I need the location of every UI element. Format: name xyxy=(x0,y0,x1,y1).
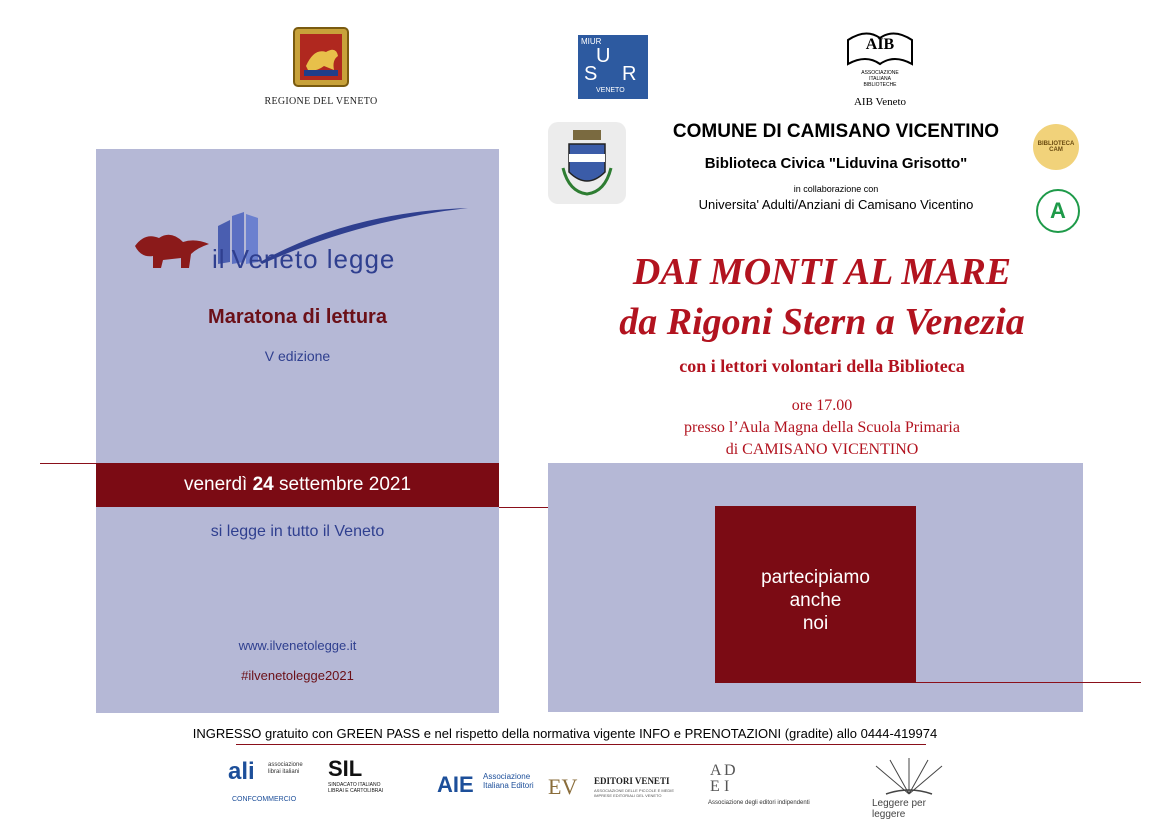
ali-sub: associazione librai italiani xyxy=(268,762,303,775)
biblioteca-badge-text: BIBLIOTECA CAM xyxy=(1037,141,1075,153)
leggere-logo xyxy=(862,758,956,820)
maratona-title: Maratona di lettura xyxy=(208,306,387,328)
ali-mark: ali xyxy=(228,758,255,785)
adei-caption: Associazione degli editori indipendenti xyxy=(708,800,810,806)
aib-logo xyxy=(838,28,922,112)
adei-logo xyxy=(708,762,818,808)
editori-veneti-logo xyxy=(548,774,688,804)
ausl-letter: A xyxy=(1050,198,1066,223)
event-town: di CAMISANO VICENTINO xyxy=(725,441,919,458)
participate-line-2: anche xyxy=(789,590,842,611)
coat-of-arms-icon xyxy=(559,128,615,198)
readers-line: con i lettori volontari della Biblioteca xyxy=(679,356,965,376)
event-venue: presso l’Aula Magna della Scuola Primaria xyxy=(684,419,960,436)
book-rays-icon xyxy=(866,758,952,798)
website-url: www.ilvenetolegge.it xyxy=(238,638,357,653)
hashtag: #ilvenetolegge2021 xyxy=(241,668,354,683)
university-text: Universita' Adulti/Anziani di Camisano Vicentino xyxy=(698,197,974,212)
usr-small-label: VENETO xyxy=(596,87,625,94)
event-title-line1: DAI MONTI AL MARE xyxy=(632,251,1012,293)
aie-logo xyxy=(437,770,541,804)
event-title-line2: da Rigoni Stern a Venezia xyxy=(619,301,1025,343)
lion-shield-icon xyxy=(286,26,356,90)
participate-line-3: noi xyxy=(802,613,829,634)
participate-text xyxy=(715,566,916,635)
ali-caption: CONFCOMMERCIO xyxy=(232,796,297,803)
comune-coat-of-arms xyxy=(548,122,626,204)
aie-mark: AIE xyxy=(437,772,474,797)
date-left-line xyxy=(40,463,100,464)
adei-i: I xyxy=(724,778,730,795)
ausl-badge xyxy=(1036,189,1080,233)
aib-caption: AIB Veneto xyxy=(853,96,907,108)
collab-text: in collaborazione con xyxy=(793,184,879,194)
event-time: ore 17.00 xyxy=(791,397,853,414)
ev-sub: ASSOCIAZIONE DELLE PICCOLE E MEDIE IMPRESE EDITORIALI DEL VENETO xyxy=(594,788,675,798)
brand-wordmark xyxy=(212,244,472,280)
entry-notice: INGRESSO gratuito con GREEN PASS e nel rispetto della normativa vigente INFO e PRENOTAZIONI (gradite) allo 0444-419974 xyxy=(192,726,938,741)
ali-logo xyxy=(222,758,314,810)
tagline: si legge in tutto il Veneto xyxy=(210,523,385,540)
participate-right-line xyxy=(916,682,1141,683)
brand-il: il xyxy=(212,244,226,274)
aie-sub: Associazione Italiana Editori xyxy=(483,772,534,790)
usr-letter-r: R xyxy=(622,63,637,85)
regione-veneto-logo xyxy=(258,26,384,110)
sil-logo xyxy=(328,756,386,812)
adei-a: A xyxy=(710,762,722,779)
date-month-year: settembre 2021 xyxy=(279,474,412,495)
aib-small: ASSOCIAZIONE ITALIANA BIBLIOTECHE xyxy=(861,70,899,88)
aib-mark: AIB xyxy=(865,36,895,53)
adei-e: E xyxy=(710,778,720,795)
date-weekday: venerdì xyxy=(183,474,248,495)
leggere-caption: Leggere per leggere xyxy=(872,798,926,820)
library-name: Biblioteca Civica "Liduvina Grisotto" xyxy=(704,155,968,172)
usr-letter-u: U xyxy=(596,45,611,67)
event-date xyxy=(96,474,499,496)
footer-underline xyxy=(236,744,926,745)
usr-letter-s: S xyxy=(584,63,598,85)
brand-rest: Veneto legge xyxy=(231,244,396,274)
adei-d: D xyxy=(724,762,736,779)
comune-title: COMUNE DI CAMISANO VICENTINO xyxy=(672,121,1000,142)
ev-title: EDITORI VENETI xyxy=(594,776,670,786)
edition-label: V edizione xyxy=(264,348,331,364)
sil-mark: SIL xyxy=(328,756,363,781)
biblioteca-badge xyxy=(1033,124,1079,170)
miur-usr-logo xyxy=(578,35,648,99)
regione-caption: REGIONE DEL VENETO xyxy=(264,96,378,107)
miur-label: MIUR xyxy=(581,37,602,46)
ev-mark: EV xyxy=(548,774,578,799)
sil-sub: SINDACATO ITALIANO LIBRAI E CARTOLIBRAI xyxy=(328,782,384,794)
participate-line-1: partecipiamo xyxy=(761,567,870,588)
date-day: 24 xyxy=(252,474,274,495)
